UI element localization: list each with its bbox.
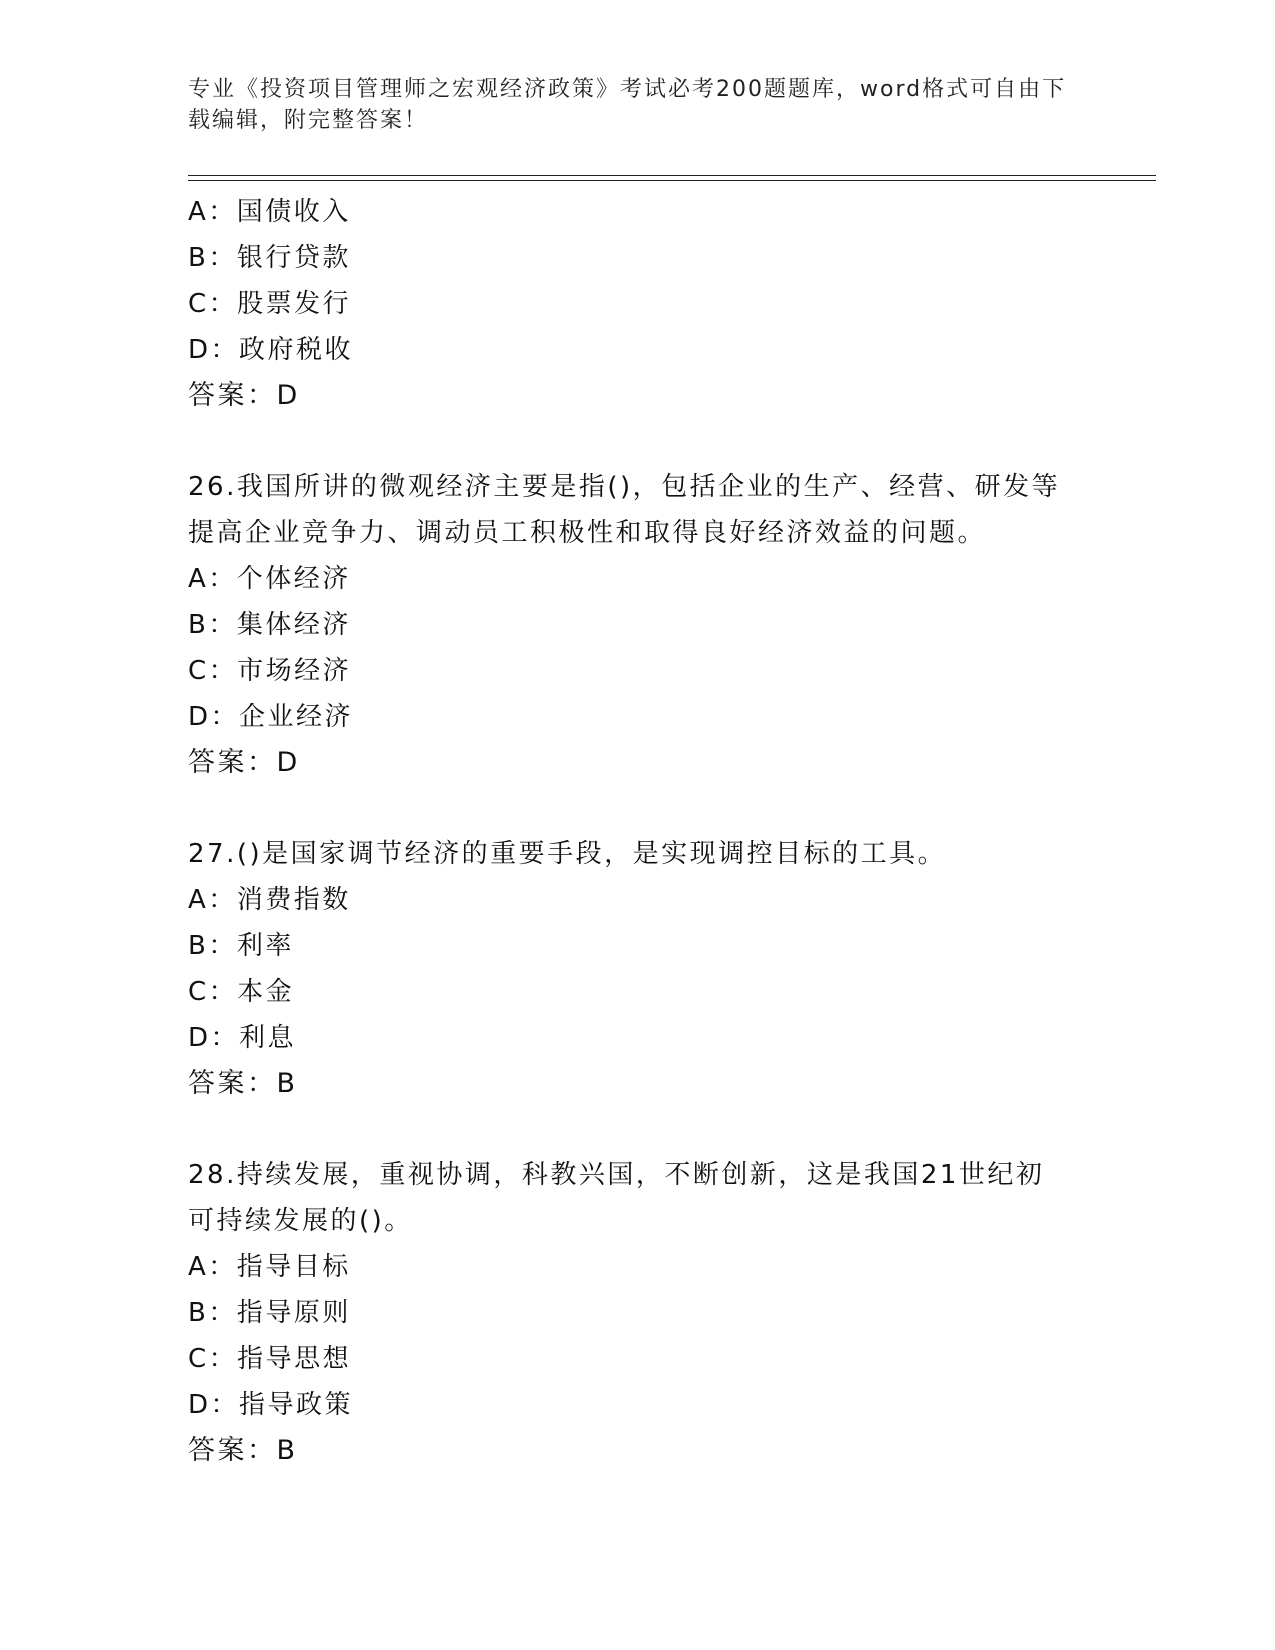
option-d: D：企业经济 [188, 702, 354, 732]
question-block-prev [188, 189, 1088, 419]
option-d: D：政府税收 [188, 335, 354, 365]
option-b: B：集体经济 [188, 610, 351, 640]
spacer [188, 786, 1088, 831]
spacer [188, 419, 1088, 464]
option-b: B：利率 [188, 931, 294, 961]
answer: 答案：B [188, 1435, 298, 1466]
answer: 答案：D [188, 380, 300, 411]
option-b: B：银行贷款 [188, 243, 351, 273]
option-b: B：指导原则 [188, 1298, 351, 1328]
option-a: A：国债收入 [188, 197, 351, 227]
option-a: A：消费指数 [188, 885, 351, 915]
question-list [188, 189, 1088, 1474]
option-c: C：股票发行 [188, 289, 352, 319]
answer: 答案：D [188, 747, 300, 778]
question-block-26 [188, 464, 1088, 786]
question-block-27 [188, 831, 1088, 1107]
option-a: A：个体经济 [188, 564, 351, 594]
answer: 答案：B [188, 1068, 298, 1099]
question-text: 26.我国所讲的微观经济主要是指()，包括企业的生产、经营、研发等提高企业竞争力、调动员工积极性和取得良好经济效益的问题。 [188, 472, 1061, 548]
question-text: 27.()是国家调节经济的重要手段，是实现调控目标的工具。 [188, 839, 947, 869]
header-rule-top [188, 175, 1156, 176]
option-d: D：指导政策 [188, 1390, 354, 1420]
option-a: A：指导目标 [188, 1252, 351, 1282]
option-c: C：市场经济 [188, 656, 352, 686]
document-header: 专业《投资项目管理师之宏观经济政策》考试必考200题题库，word格式可自由下载编辑，附完整答案！ [188, 77, 1067, 133]
question-block-28 [188, 1152, 1088, 1474]
question-text: 28.持续发展，重视协调，科教兴国，不断创新，这是我国21世纪初可持续发展的()。 [188, 1160, 1045, 1236]
option-c: C：本金 [188, 977, 295, 1007]
option-c: C：指导思想 [188, 1344, 352, 1374]
header-rule-bottom [188, 180, 1156, 181]
spacer [188, 1107, 1088, 1152]
option-d: D：利息 [188, 1023, 297, 1053]
